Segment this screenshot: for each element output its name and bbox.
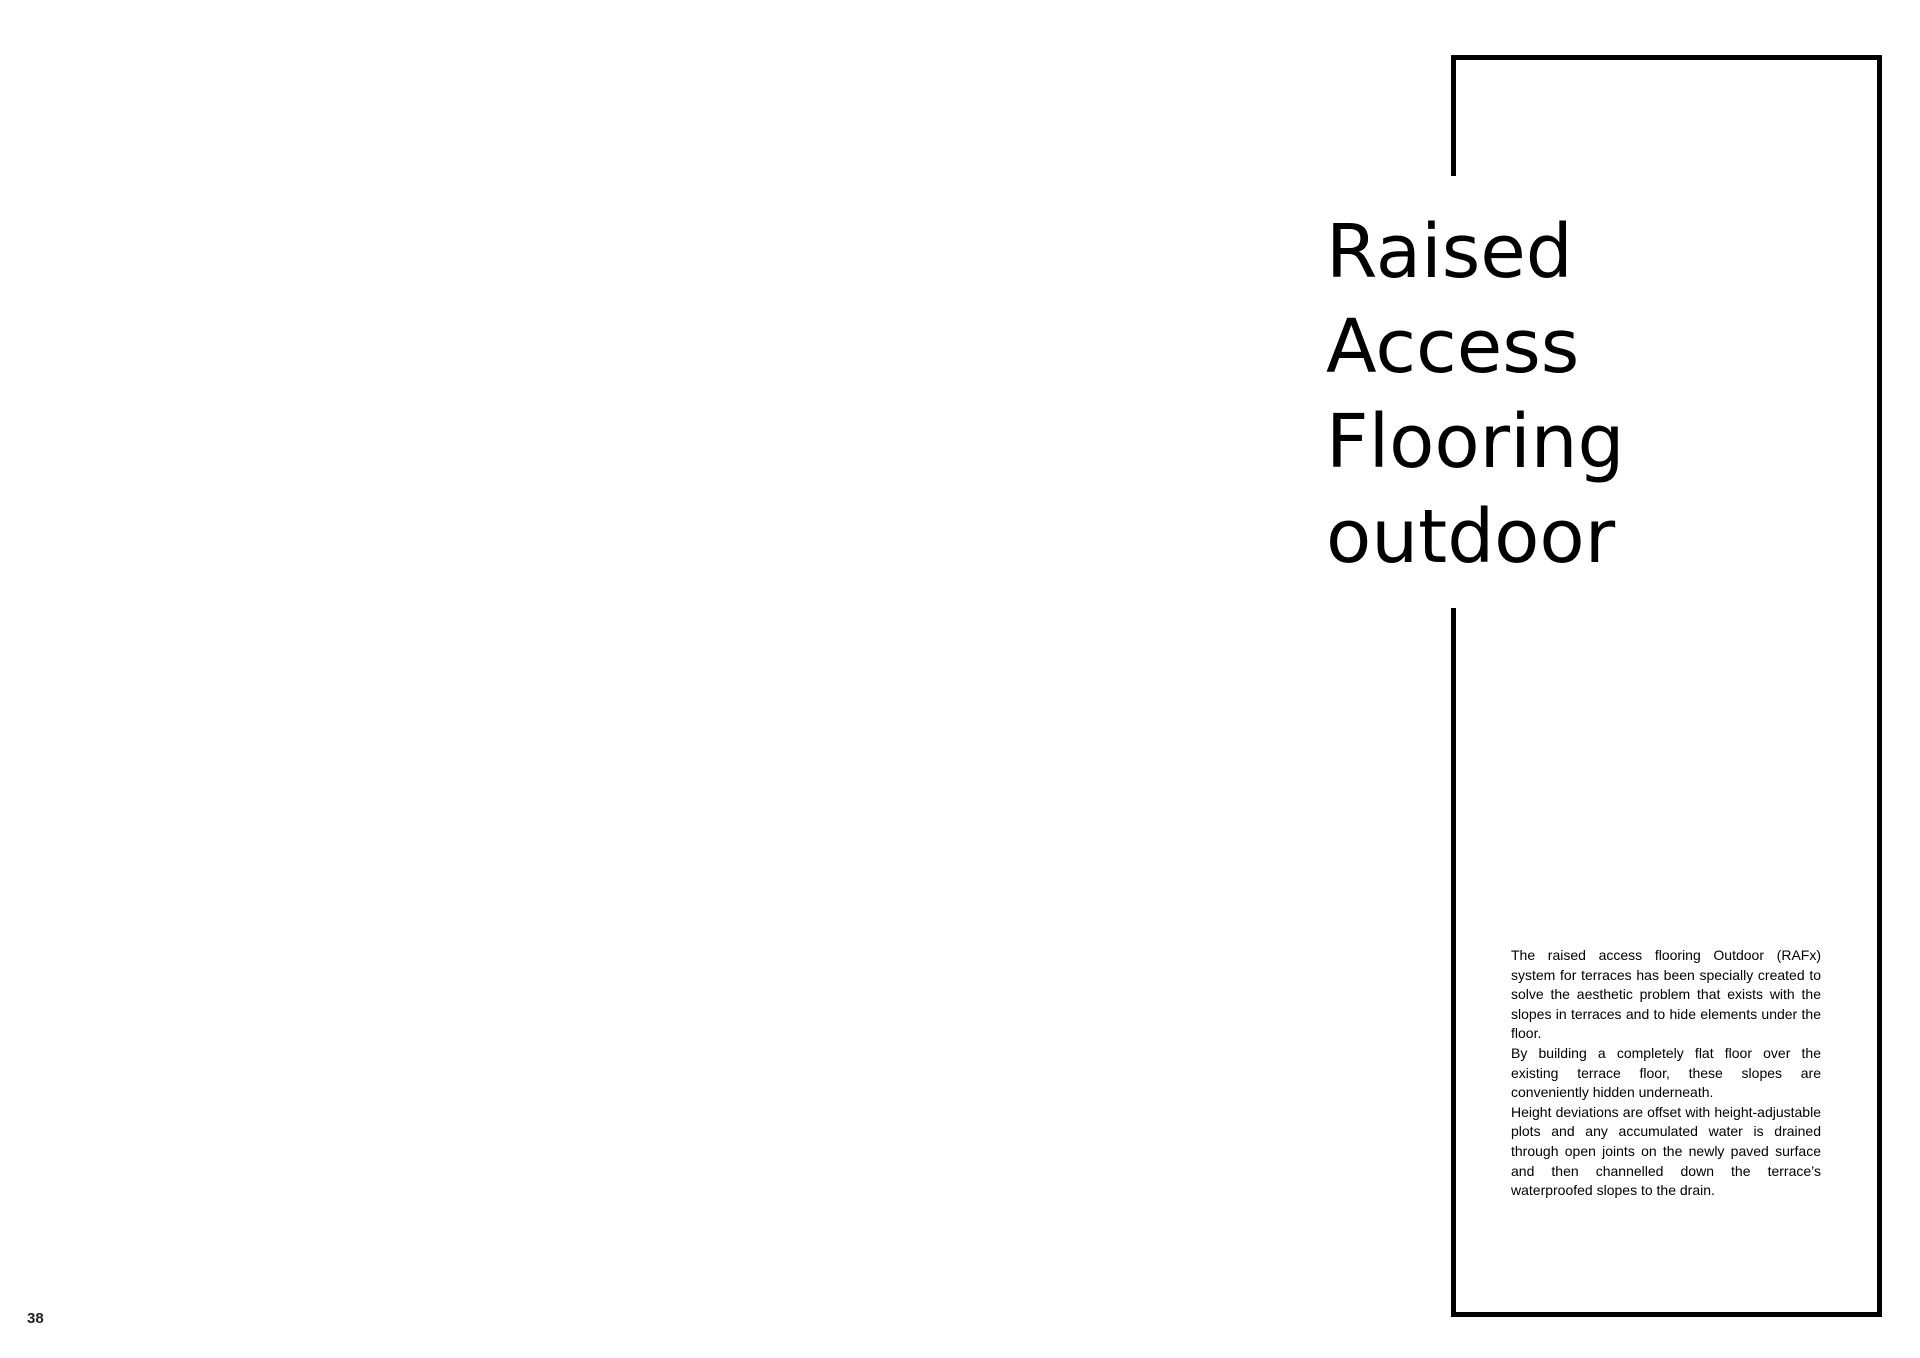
frame-bottom-line xyxy=(1451,1312,1882,1317)
body-paragraph-3: Height deviations are offset with height-adjustable plots and any accumulated water is drained through open joints on the newly paved surface and then channelled down the terrace’s waterproofed slopes to the drain. xyxy=(1511,1103,1821,1199)
page-title xyxy=(1326,205,1625,585)
title-line-4: outdoor xyxy=(1326,494,1616,580)
body-paragraph-1: The raised access flooring Outdoor (RAFx) system for terraces has been specially created to solve the aesthetic problem that exists with the slopes in terraces and to hide elements under the floor. xyxy=(1511,947,1821,1042)
title-line-2: Access xyxy=(1326,304,1580,390)
frame-left-lower-line xyxy=(1451,608,1456,1317)
title-line-3: Flooring xyxy=(1326,399,1625,485)
frame-top-line xyxy=(1451,55,1882,60)
body-text xyxy=(1511,946,1821,1201)
body-paragraph-2: By building a completely flat floor over the existing terrace floor, these slopes are conveniently hidden underneath. xyxy=(1511,1044,1821,1101)
frame-left-upper-line xyxy=(1451,55,1456,176)
frame-right-line xyxy=(1877,55,1882,1317)
title-line-1: Raised xyxy=(1326,209,1573,295)
page-number: 38 xyxy=(27,1310,44,1327)
